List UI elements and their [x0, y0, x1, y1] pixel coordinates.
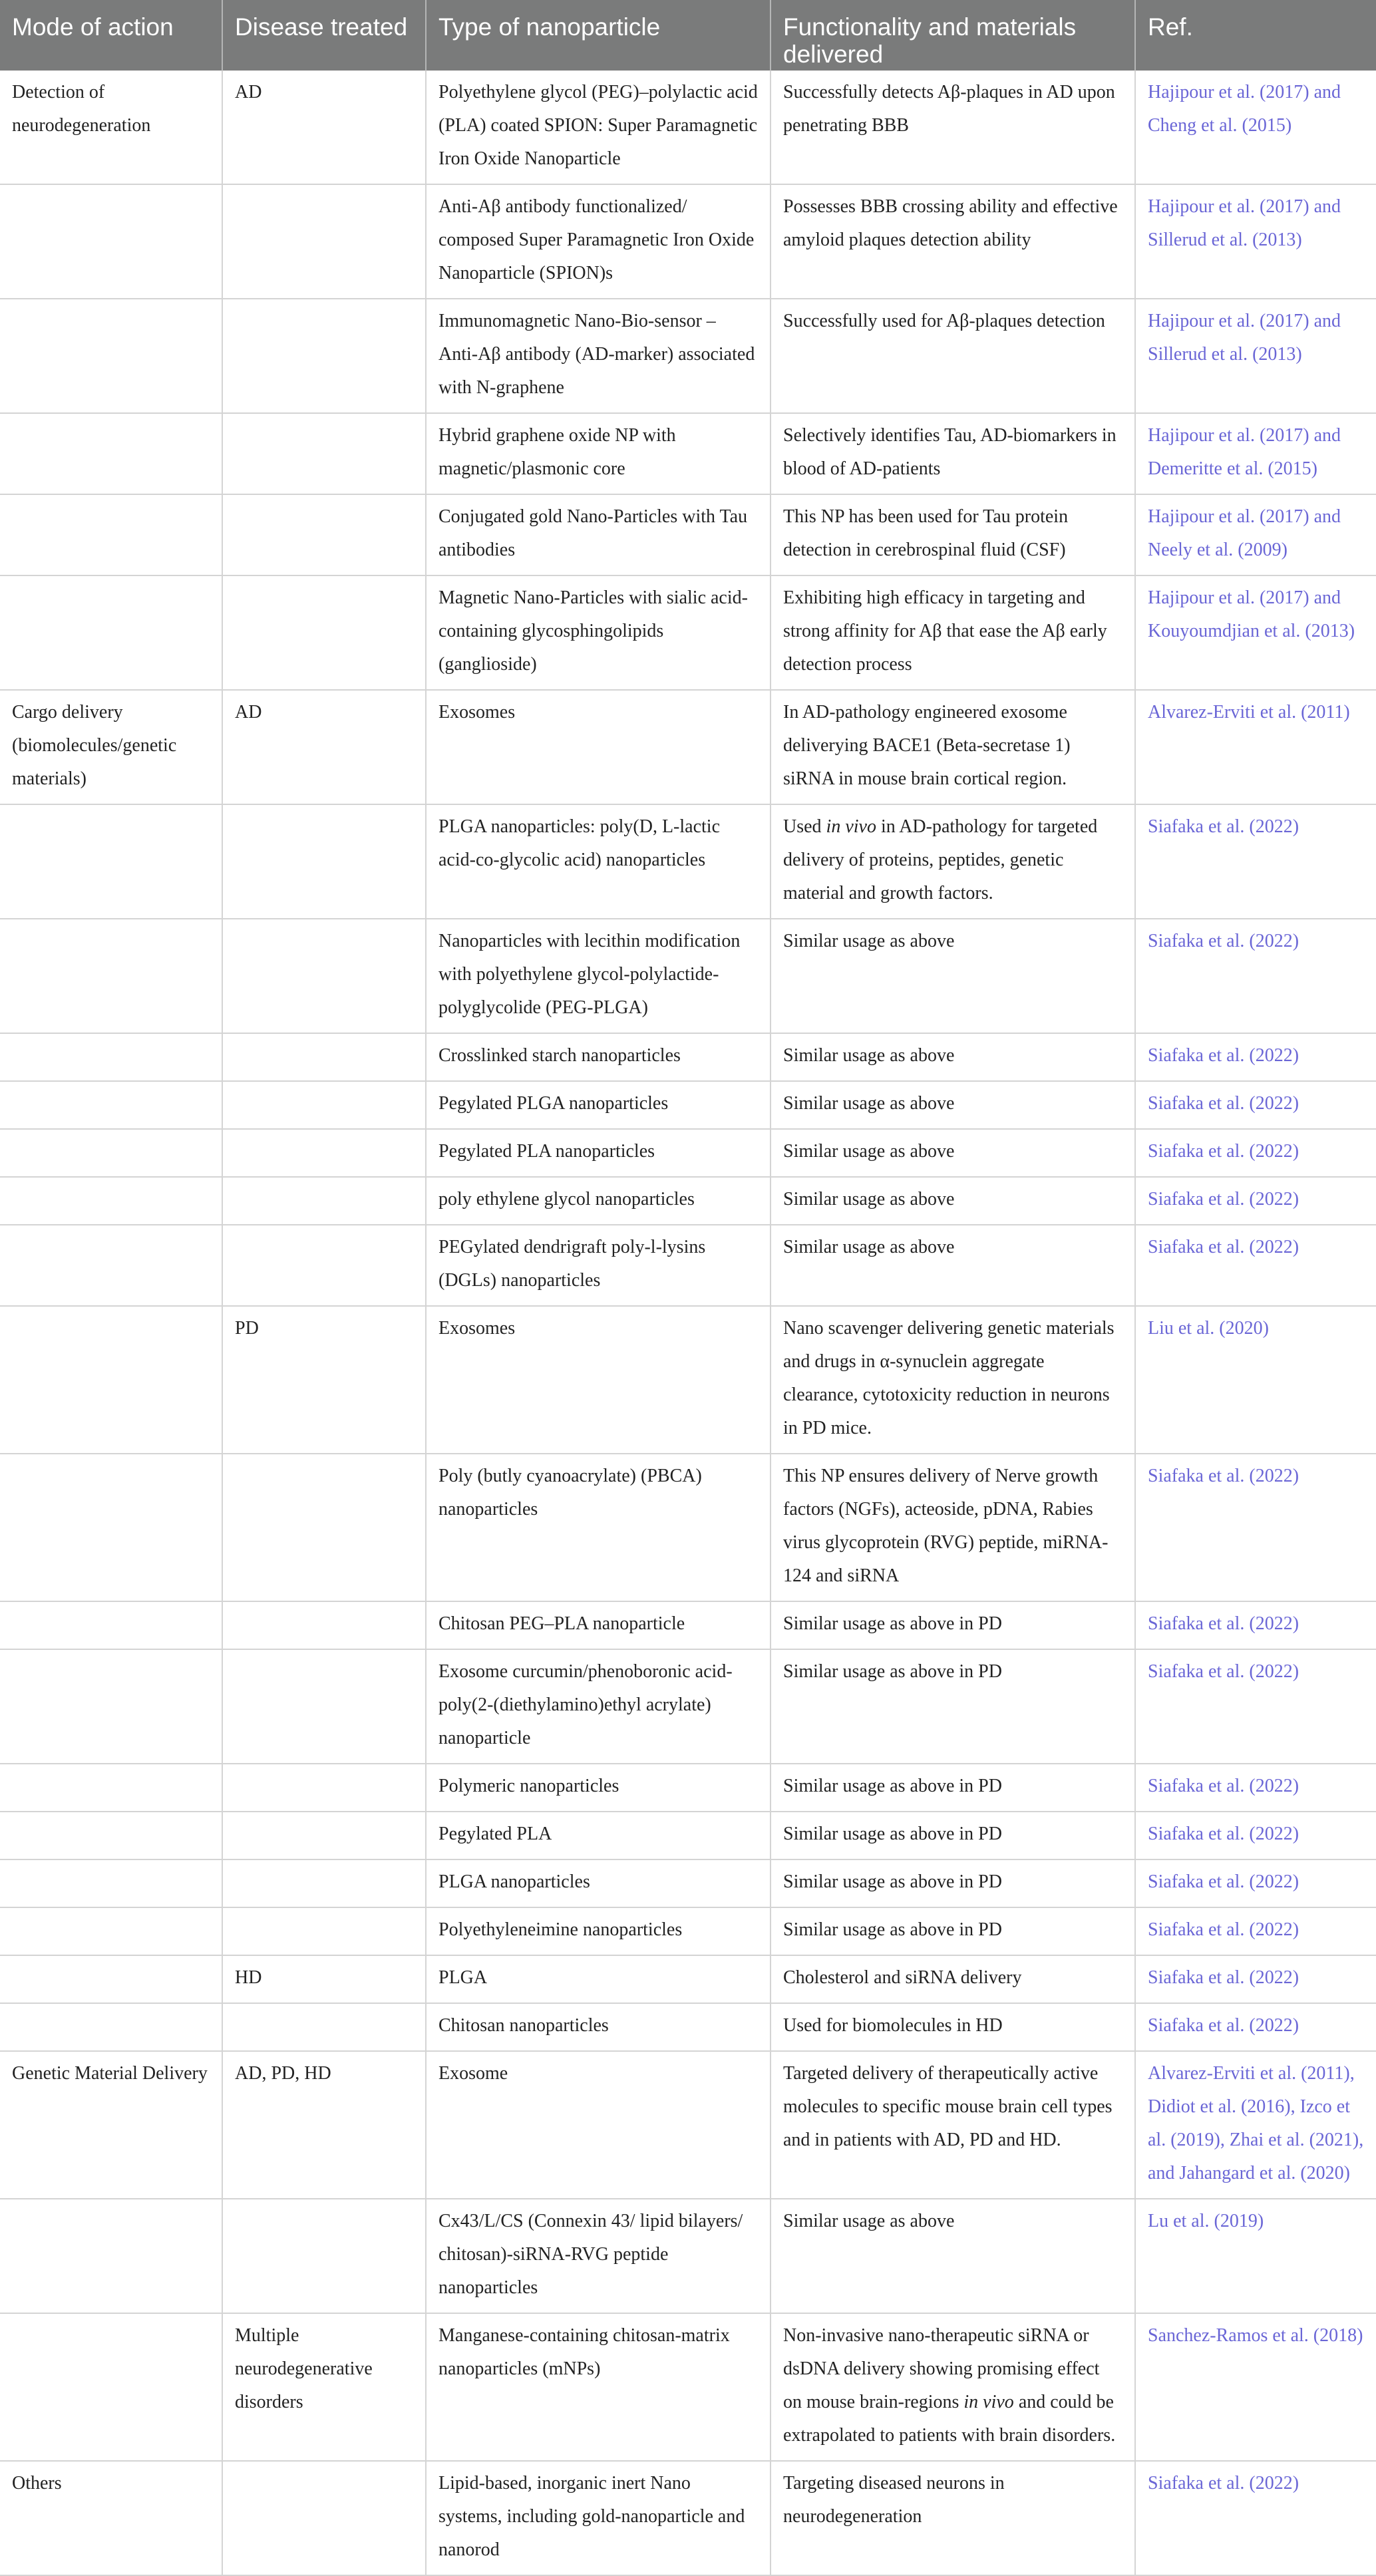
cell-disease-treated [222, 1764, 426, 1812]
cell-functionality: This NP has been used for Tau protein detection in cerebrospinal fluid (CSF) [771, 494, 1135, 575]
cell-nanoparticle-type: poly ethylene glycol nanoparticles [426, 1177, 771, 1225]
table-row [0, 1601, 1376, 1649]
cell-disease-treated [222, 1907, 426, 1955]
cell-mode-of-action [0, 299, 222, 413]
cell-disease-treated: HD [222, 1955, 426, 2003]
cell-disease-treated [222, 1129, 426, 1177]
cell-nanoparticle-type: Pegylated PLA nanoparticles [426, 1129, 771, 1177]
functionality-text: and could be extrapolated to patients with brain disorders. [783, 2392, 1116, 2446]
reference-link[interactable]: Siafaka et al. (2022) [1135, 1454, 1376, 1601]
functionality-text: in AD-pathology for targeted delivery of proteins, peptides, genetic material and growth factors. [783, 816, 1098, 903]
reference-link[interactable]: Hajipour et al. (2017) and Kouyoumdjian et al. (2013) [1135, 575, 1376, 690]
reference-link[interactable]: Siafaka et al. (2022) [1135, 919, 1376, 1033]
reference-link[interactable]: Siafaka et al. (2022) [1135, 1081, 1376, 1129]
reference-link[interactable]: Siafaka et al. (2022) [1135, 1955, 1376, 2003]
cell-mode-of-action: Cargo delivery (biomolecules/genetic materials) [0, 690, 222, 804]
cell-mode-of-action [0, 1033, 222, 1081]
table-row [0, 2199, 1376, 2313]
reference-link[interactable]: Alvarez-Erviti et al. (2011), Didiot et al. (2016), Izco et al. (2019), Zhai et al. (2021), and Jahangard et al. (2020) [1135, 2051, 1376, 2199]
cell-disease-treated [222, 1177, 426, 1225]
cell-mode-of-action [0, 184, 222, 299]
reference-link[interactable]: Siafaka et al. (2022) [1135, 1812, 1376, 1859]
cell-nanoparticle-type: Exosomes [426, 1306, 771, 1454]
cell-functionality: Successfully detects Aβ-plaques in AD upon penetrating BBB [771, 71, 1135, 184]
cell-functionality: Successfully used for Aβ-plaques detection [771, 299, 1135, 413]
reference-link[interactable]: Siafaka et al. (2022) [1135, 2003, 1376, 2051]
cell-disease-treated [222, 1454, 426, 1601]
cell-functionality: Similar usage as above [771, 1081, 1135, 1129]
cell-functionality [771, 804, 1135, 919]
cell-functionality: Similar usage as above in PD [771, 1859, 1135, 1907]
table-row [0, 1907, 1376, 1955]
table-body [0, 71, 1376, 2575]
cell-disease-treated [222, 2003, 426, 2051]
reference-link[interactable]: Hajipour et al. (2017) and Sillerud et al. (2013) [1135, 184, 1376, 299]
cell-disease-treated: AD [222, 690, 426, 804]
reference-link[interactable]: Siafaka et al. (2022) [1135, 1649, 1376, 1764]
cell-functionality [771, 2313, 1135, 2461]
cell-nanoparticle-type: Polyethyleneimine nanoparticles [426, 1907, 771, 1955]
cell-mode-of-action [0, 1225, 222, 1306]
functionality-italic-text: in vivo [963, 2392, 1014, 2412]
reference-link[interactable]: Siafaka et al. (2022) [1135, 1177, 1376, 1225]
cell-mode-of-action [0, 2199, 222, 2313]
functionality-text: Used [783, 816, 826, 837]
reference-link[interactable]: Siafaka et al. (2022) [1135, 1033, 1376, 1081]
cell-functionality: Targeted delivery of therapeutically active molecules to specific mouse brain cell types and in patients with AD, PD and HD. [771, 2051, 1135, 2199]
cell-nanoparticle-type: PEGylated dendrigraft poly-l-lysins (DGLs) nanoparticles [426, 1225, 771, 1306]
cell-nanoparticle-type: Polymeric nanoparticles [426, 1764, 771, 1812]
cell-disease-treated [222, 184, 426, 299]
cell-disease-treated [222, 413, 426, 494]
cell-nanoparticle-type: Magnetic Nano-Particles with sialic acid-containing glycosphingolipids (ganglioside) [426, 575, 771, 690]
reference-link[interactable]: Hajipour et al. (2017) and Cheng et al. (2015) [1135, 71, 1376, 184]
cell-mode-of-action [0, 2003, 222, 2051]
cell-nanoparticle-type: PLGA [426, 1955, 771, 2003]
reference-link[interactable]: Siafaka et al. (2022) [1135, 804, 1376, 919]
cell-mode-of-action [0, 413, 222, 494]
cell-functionality: Similar usage as above [771, 1129, 1135, 1177]
reference-link[interactable]: Siafaka et al. (2022) [1135, 1225, 1376, 1306]
reference-link[interactable]: Sanchez-Ramos et al. (2018) [1135, 2313, 1376, 2461]
reference-link[interactable]: Lu et al. (2019) [1135, 2199, 1376, 2313]
cell-disease-treated [222, 1081, 426, 1129]
functionality-text: Non-invasive nano-therapeutic siRNA or dsDNA delivery showing promising effect on mouse brain-regions [783, 2325, 1100, 2412]
table-row [0, 2051, 1376, 2199]
cell-functionality: Targeting diseased neurons in neurodegeneration [771, 2461, 1135, 2575]
cell-disease-treated [222, 575, 426, 690]
header-row [0, 0, 1376, 71]
table-row [0, 299, 1376, 413]
cell-functionality: Cholesterol and siRNA delivery [771, 1955, 1135, 2003]
cell-functionality: Similar usage as above [771, 2199, 1135, 2313]
cell-nanoparticle-type: Crosslinked starch nanoparticles [426, 1033, 771, 1081]
cell-mode-of-action [0, 1812, 222, 1859]
cell-functionality: Exhibiting high efficacy in targeting and strong affinity for Aβ that ease the Aβ early detection process [771, 575, 1135, 690]
cell-mode-of-action [0, 1081, 222, 1129]
cell-mode-of-action [0, 1955, 222, 2003]
cell-disease-treated [222, 1812, 426, 1859]
header-mode-of-action: Mode of action [0, 0, 222, 71]
cell-functionality: Similar usage as above [771, 1177, 1135, 1225]
cell-mode-of-action: Detection of neurodegeneration [0, 71, 222, 184]
reference-link[interactable]: Siafaka et al. (2022) [1135, 1859, 1376, 1907]
table-row [0, 1764, 1376, 1812]
cell-mode-of-action [0, 1859, 222, 1907]
cell-functionality: Similar usage as above [771, 1225, 1135, 1306]
cell-mode-of-action: Genetic Material Delivery [0, 2051, 222, 2199]
cell-functionality: Similar usage as above [771, 919, 1135, 1033]
cell-mode-of-action [0, 2313, 222, 2461]
cell-disease-treated: AD, PD, HD [222, 2051, 426, 2199]
cell-mode-of-action: Others [0, 2461, 222, 2575]
cell-nanoparticle-type: Immunomagnetic Nano-Bio-sensor – Anti-Aβ antibody (AD-marker) associated with N-graphene [426, 299, 771, 413]
cell-disease-treated: Multiple neurodegenerative disorders [222, 2313, 426, 2461]
table-row [0, 184, 1376, 299]
cell-functionality: In AD-pathology engineered exosome deliverying BACE1 (Beta-secretase 1) siRNA in mouse brain cortical region. [771, 690, 1135, 804]
table-row [0, 690, 1376, 804]
cell-disease-treated [222, 2461, 426, 2575]
cell-mode-of-action [0, 1601, 222, 1649]
cell-mode-of-action [0, 1907, 222, 1955]
table-row [0, 1454, 1376, 1601]
cell-disease-treated [222, 919, 426, 1033]
table-row [0, 1955, 1376, 2003]
cell-nanoparticle-type: Exosome [426, 2051, 771, 2199]
table-row [0, 1033, 1376, 1081]
cell-mode-of-action [0, 575, 222, 690]
table-row [0, 575, 1376, 690]
cell-disease-treated: PD [222, 1306, 426, 1454]
cell-disease-treated [222, 1225, 426, 1306]
cell-disease-treated [222, 804, 426, 919]
cell-disease-treated [222, 494, 426, 575]
header-ref: Ref. [1135, 0, 1376, 71]
functionality-italic-text: in vivo [826, 816, 876, 837]
table-row [0, 494, 1376, 575]
cell-disease-treated [222, 1601, 426, 1649]
cell-nanoparticle-type: Chitosan nanoparticles [426, 2003, 771, 2051]
cell-disease-treated [222, 1859, 426, 1907]
reference-link[interactable]: Hajipour et al. (2017) and Neely et al. (2009) [1135, 494, 1376, 575]
cell-disease-treated [222, 1033, 426, 1081]
header-type-of-nanoparticle: Type of nanoparticle [426, 0, 771, 71]
cell-nanoparticle-type: Exosome curcumin/phenoboronic acid-poly(2-(diethylamino)ethyl acrylate) nanoparticle [426, 1649, 771, 1764]
reference-link[interactable]: Siafaka et al. (2022) [1135, 2461, 1376, 2575]
cell-nanoparticle-type: Lipid-based, inorganic inert Nano systems, including gold-nanoparticle and nanorod [426, 2461, 771, 2575]
reference-link[interactable]: Alvarez-Erviti et al. (2011) [1135, 690, 1376, 804]
cell-nanoparticle-type: Cx43/L/CS (Connexin 43/ lipid bilayers/ chitosan)-siRNA-RVG peptide nanoparticles [426, 2199, 771, 2313]
table-row [0, 919, 1376, 1033]
cell-nanoparticle-type: Pegylated PLA [426, 1812, 771, 1859]
table-row [0, 2461, 1376, 2575]
cell-nanoparticle-type: Nanoparticles with lecithin modification with polyethylene glycol-polylactide-polyglycolide (PEG-PLGA) [426, 919, 771, 1033]
table-row [0, 71, 1376, 184]
cell-nanoparticle-type: Hybrid graphene oxide NP with magnetic/plasmonic core [426, 413, 771, 494]
table-row [0, 1812, 1376, 1859]
cell-functionality: Similar usage as above in PD [771, 1907, 1135, 1955]
reference-link[interactable]: Siafaka et al. (2022) [1135, 1601, 1376, 1649]
cell-functionality: Similar usage as above in PD [771, 1764, 1135, 1812]
cell-mode-of-action [0, 494, 222, 575]
reference-link[interactable]: Hajipour et al. (2017) and Sillerud et al. (2013) [1135, 299, 1376, 413]
cell-mode-of-action [0, 919, 222, 1033]
cell-functionality: Nano scavenger delivering genetic materials and drugs in α-synuclein aggregate clearance, cytotoxicity reduction in neurons in PD mice. [771, 1306, 1135, 1454]
table-row [0, 1177, 1376, 1225]
table-row [0, 1225, 1376, 1306]
table-row [0, 2003, 1376, 2051]
cell-nanoparticle-type: PLGA nanoparticles: poly(D, L-lactic acid-co-glycolic acid) nanoparticles [426, 804, 771, 919]
cell-functionality: Similar usage as above in PD [771, 1601, 1135, 1649]
cell-disease-treated: AD [222, 71, 426, 184]
cell-mode-of-action [0, 1454, 222, 1601]
table-row [0, 1859, 1376, 1907]
cell-disease-treated [222, 299, 426, 413]
cell-functionality: Similar usage as above in PD [771, 1649, 1135, 1764]
cell-nanoparticle-type: Conjugated gold Nano-Particles with Tau antibodies [426, 494, 771, 575]
reference-link[interactable]: Liu et al. (2020) [1135, 1306, 1376, 1454]
table-row [0, 2313, 1376, 2461]
cell-disease-treated [222, 1649, 426, 1764]
reference-link[interactable]: Siafaka et al. (2022) [1135, 1129, 1376, 1177]
cell-nanoparticle-type: PLGA nanoparticles [426, 1859, 771, 1907]
reference-link[interactable]: Siafaka et al. (2022) [1135, 1907, 1376, 1955]
cell-mode-of-action [0, 1649, 222, 1764]
cell-mode-of-action [0, 1764, 222, 1812]
cell-nanoparticle-type: Poly (butly cyanoacrylate) (PBCA) nanoparticles [426, 1454, 771, 1601]
header-functionality: Functionality and materials delivered [771, 0, 1135, 71]
table-row [0, 1081, 1376, 1129]
cell-functionality: Selectively identifies Tau, AD-biomarkers in blood of AD-patients [771, 413, 1135, 494]
cell-mode-of-action [0, 1177, 222, 1225]
cell-functionality: Possesses BBB crossing ability and effective amyloid plaques detection ability [771, 184, 1135, 299]
cell-functionality: Used for biomolecules in HD [771, 2003, 1135, 2051]
cell-nanoparticle-type: Polyethylene glycol (PEG)–polylactic acid (PLA) coated SPION: Super Paramagnetic Iron Oxide Nanoparticle [426, 71, 771, 184]
reference-link[interactable]: Hajipour et al. (2017) and Demeritte et al. (2015) [1135, 413, 1376, 494]
cell-functionality: Similar usage as above [771, 1033, 1135, 1081]
cell-functionality: Similar usage as above in PD [771, 1812, 1135, 1859]
cell-nanoparticle-type: Anti-Aβ antibody functionalized/ composed Super Paramagnetic Iron Oxide Nanoparticle (SPION)s [426, 184, 771, 299]
cell-functionality: This NP ensures delivery of Nerve growth factors (NGFs), acteoside, pDNA, Rabies virus glycoprotein (RVG) peptide, miRNA-124 and siRNA [771, 1454, 1135, 1601]
cell-nanoparticle-type: Manganese-containing chitosan-matrix nanoparticles (mNPs) [426, 2313, 771, 2461]
cell-nanoparticle-type: Pegylated PLGA nanoparticles [426, 1081, 771, 1129]
table-row [0, 804, 1376, 919]
table-row [0, 1306, 1376, 1454]
cell-nanoparticle-type: Chitosan PEG–PLA nanoparticle [426, 1601, 771, 1649]
table-row [0, 1129, 1376, 1177]
cell-mode-of-action [0, 804, 222, 919]
cell-mode-of-action [0, 1129, 222, 1177]
table-row [0, 413, 1376, 494]
cell-nanoparticle-type: Exosomes [426, 690, 771, 804]
table-row [0, 1649, 1376, 1764]
cell-mode-of-action [0, 1306, 222, 1454]
header-disease-treated: Disease treated [222, 0, 426, 71]
cell-disease-treated [222, 2199, 426, 2313]
reference-link[interactable]: Siafaka et al. (2022) [1135, 1764, 1376, 1812]
